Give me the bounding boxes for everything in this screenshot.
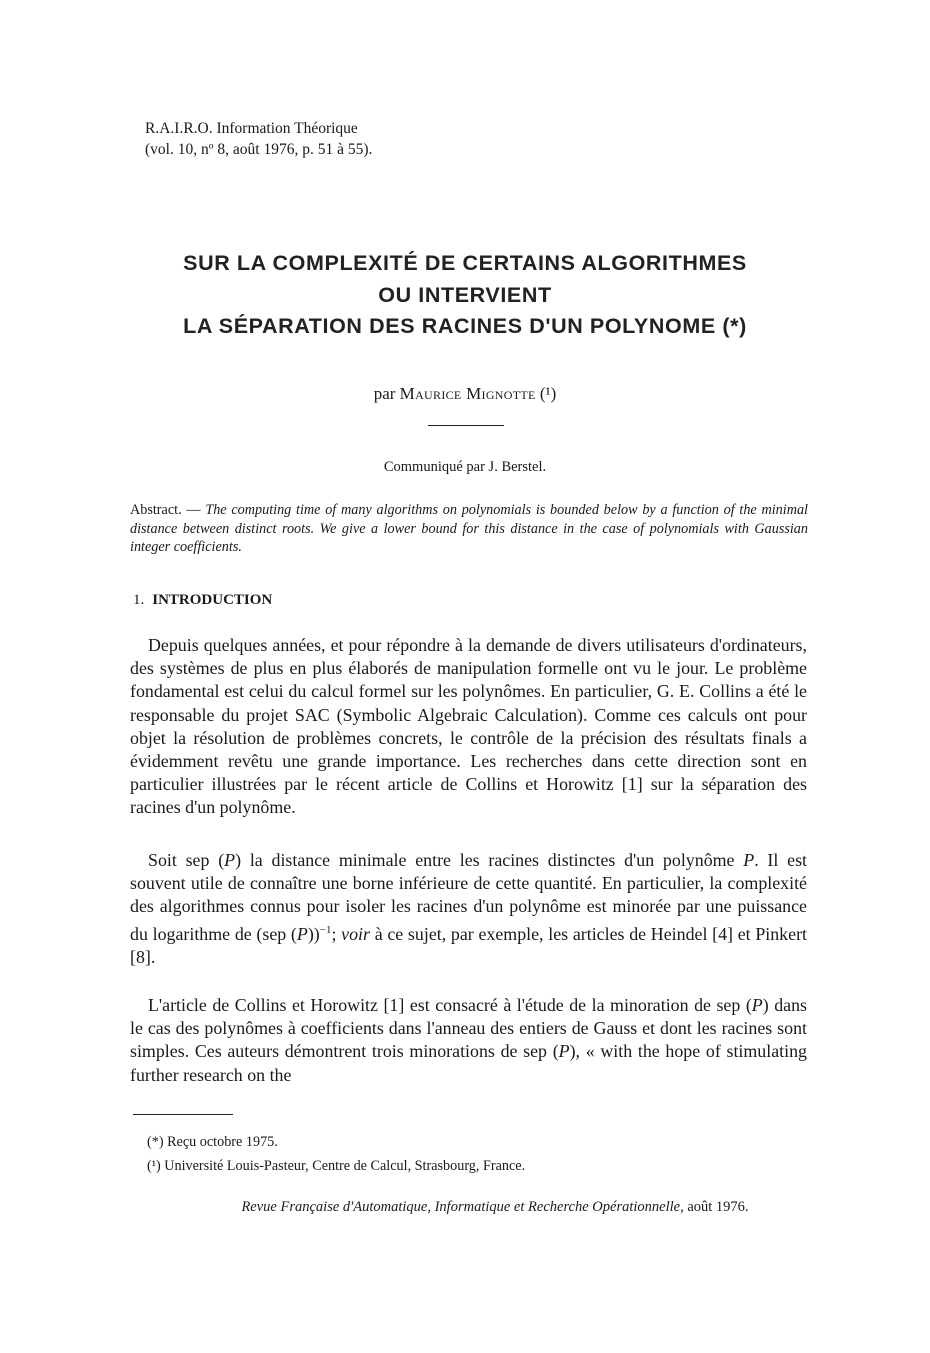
p2-text-1: Soit sep ( [148, 850, 225, 870]
byline-prefix: par [373, 384, 396, 403]
author-footnote-mark: (¹) [539, 384, 557, 403]
title-line-1: SUR LA COMPLEXITÉ DE CERTAINS ALGORITHMES [183, 251, 747, 275]
p2-voir: voir [341, 923, 370, 944]
p2-text-6: à ce sujet, par exemple, les articles de Heindel [4] et Pinkert [8]. [130, 923, 808, 967]
paper-title [0, 248, 930, 343]
p2-text-2: ) la distance minimale entre les racines distinctes d'un polynôme [235, 850, 744, 870]
section-number: 1. [133, 592, 145, 608]
p2-text-4: )) [307, 923, 320, 944]
footnote-divider [133, 1114, 233, 1115]
p2-exponent: −1 [319, 923, 332, 936]
p3-variable-1: P [751, 995, 763, 1015]
footnote-1-mark: (*) [147, 1134, 164, 1150]
communicated-by: Communiqué par J. Berstel. [383, 459, 547, 475]
footnote-1 [147, 1131, 525, 1155]
journal-reference [145, 118, 372, 160]
p3-text-3: ), « with the hope of stimulating further research on the [130, 1041, 807, 1085]
footnote-2-mark: (¹) [147, 1157, 161, 1174]
author-byline [0, 384, 930, 404]
abstract-text: The computing time of many algorithms on polynomials is bounded below by a function of the minimal distance between distinct roots. We give a lower bound for this distance in the case of polynomials with Gaussian integer coefficients. [130, 502, 808, 555]
footnote-2-text: Université Louis-Pasteur, Centre de Calcul, Strasbourg, France. [164, 1157, 526, 1174]
p2-text-5: ; [331, 923, 342, 944]
section-title: INTRODUCTION [152, 592, 273, 608]
journal-reference-line-1: R.A.I.R.O. Information Théorique [145, 120, 358, 137]
p3-text-2: ) dans le cas des polynômes à coefficients dans l'anneau des entiers de Gauss et dont les racines sont simples. Ces auteurs démontrent trois minorations de sep ( [130, 995, 807, 1062]
paragraph-3 [130, 994, 807, 1087]
footer-date: août 1976. [687, 1199, 749, 1215]
footnote-1-text: Reçu octobre 1975. [167, 1134, 278, 1150]
title-line-3: LA SÉPARATION DES RACINES D'UN POLYNOME (*) [183, 314, 747, 338]
title-divider [428, 425, 504, 426]
section-heading [133, 592, 272, 609]
p3-text-1: L'article de Collins et Horowitz [1] est consacré à l'étude de la minoration de sep ( [148, 995, 752, 1015]
journal-reference-line-2: (vol. 10, nº 8, août 1976, p. 51 à 55). [145, 141, 373, 158]
page-footer [0, 1199, 930, 1216]
footnote-2 [147, 1155, 525, 1179]
title-line-2: OU INTERVIENT [378, 282, 552, 307]
footer-journal: Revue Française d'Automatique, Informatique et Recherche Opérationnelle, [241, 1199, 684, 1215]
p2-variable-2: P [743, 850, 755, 870]
author-name: Maurice Mignotte [399, 384, 536, 403]
p3-variable-2: P [558, 1041, 570, 1062]
p2-text-3: . Il est souvent utile de connaître une borne inférieure de cette quantité. En particulier, la complexité des algorithmes connus pour isoler les racines d'un polynôme est minorée par une puissance du logarithme de (sep ( [130, 850, 807, 944]
paragraph-2 [130, 849, 807, 969]
p2-variable-1: P [224, 850, 236, 870]
paragraph-1: Depuis quelques années, et pour répondre à la demande de divers utilisateurs d'ordinateurs, des systèmes de plus en plus élaborés de manipulation formelle ont vu le jour. Le problème fondamental est celui du calcul formel sur les polynômes. En particulier, G. E. Collins a été le responsable du projet SAC (Symbolic Algebraic Calculation). Comme ces calculs ont pour objet la résolution de problèmes concrets, le contrôle de la précision des résultats finals a évidemment revêtu une grande importance. Les recherches dans cette direction sont en particulier illustrées par le récent article de Collins et Horowitz [1] sur la séparation des racines d'un polynôme. [130, 635, 807, 818]
abstract [130, 501, 808, 557]
p2-variable-3: P [296, 923, 308, 944]
footnotes [147, 1131, 525, 1178]
abstract-label: Abstract. — [130, 502, 206, 518]
